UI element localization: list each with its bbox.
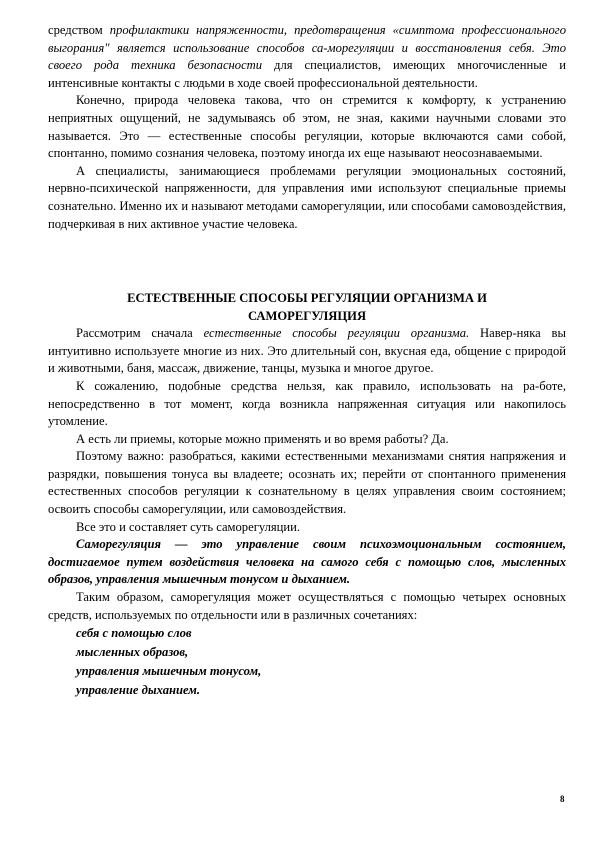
list-item: управление дыханием. (76, 683, 201, 698)
paragraph-question: А есть ли приемы, которые можно применять и во время работы? Да. (76, 431, 449, 446)
list-item: себя с помощью слов (76, 626, 192, 641)
paragraph-specialists: А специалисты, занимающиеся проблемами регуляции эмоциональных состояний, нервно-психической напряженности, для управления ими используют специальные приемы сознательно. Именно их и называют методами саморегуляции, или способами самовоздействия, подчеркивая в них активное участие человека. (48, 163, 566, 231)
italic-text: профилактики напряженности, предотвращения «симптома профессионального выгорания" является использование способов са-морегуляции и восстановления себя. Это своего рода техника безопасности (48, 23, 566, 73)
list-item: мысленных образов, (76, 645, 189, 660)
paragraph-unfortunately: К сожалению, подобные средства нельзя, как правило, использовать на ра-боте, непосредственно в тот момент, когда возникла напряженная ситуация или накопилось утомление. (48, 378, 566, 429)
page-content (48, 22, 566, 700)
heading-line-2: САМОРЕГУЛЯЦИЯ (247, 309, 367, 324)
page-number: 8 (560, 794, 565, 804)
italic-text: естественные способы регуляции организма. (203, 326, 470, 341)
text-span: для специалистов, имеющих многочисленные и интенсивные контакты с людьми в ходе своей профессиональной деятельности. (48, 58, 566, 90)
definition-paragraph: Саморегуляция — это управление своим психоэмоциональным состоянием, достигаемое путем воздействия человека на самого себя с помощью слов, мысленных образов, управления мышечным тонусом и дыханием. (48, 537, 566, 587)
paragraph-essence: Все это и составляет суть саморегуляции. (76, 519, 301, 534)
paragraph-important: Поэтому важно: разобраться, какими естественными механизмами снятия напряжения и разрядки, повышения тонуса вы владеете; осознать их; перейти от спонтанного применения естественных способов регуляции к сознательному в целях управления своим состоянием; освоить способы саморегуляции, или самовоздействия. (48, 449, 566, 517)
paragraph-natural-comfort: Конечно, природа человека такова, что он стремится к комфорту, к устранению неприятных ощущений, не задумываясь об этом, не зная, какими научными словами это называется. Это — естественные способы регуляции, которые включаются сами собой, спонтанно, помимо сознания человека, поэтому иногда их еще называют неосознаваемыми. (48, 93, 566, 161)
paragraph-natural-methods (48, 325, 566, 378)
section-heading (48, 289, 566, 325)
heading-line-1: ЕСТЕСТВЕННЫЕ СПОСОБЫ РЕГУЛЯЦИИ ОРГАНИЗМА И (127, 291, 487, 306)
text-span: Навер-няка вы интуитивно используете многие из них. Это длительный сон, вкусная еда, общение с природой и животными, баня, массаж, движение, танцы, музыка и многое другое. (48, 326, 566, 376)
text-span: средством (48, 23, 110, 37)
text-span: Рассмотрим сначала (76, 326, 204, 341)
means-list (48, 624, 566, 700)
paragraph-intro (48, 22, 566, 92)
paragraph-four-means: Таким образом, саморегуляция может осуществляться с помощью четырех основных средств, используемых по отдельности или в различных сочетаниях: (48, 590, 566, 622)
list-item: управления мышечным тонусом, (76, 664, 262, 679)
